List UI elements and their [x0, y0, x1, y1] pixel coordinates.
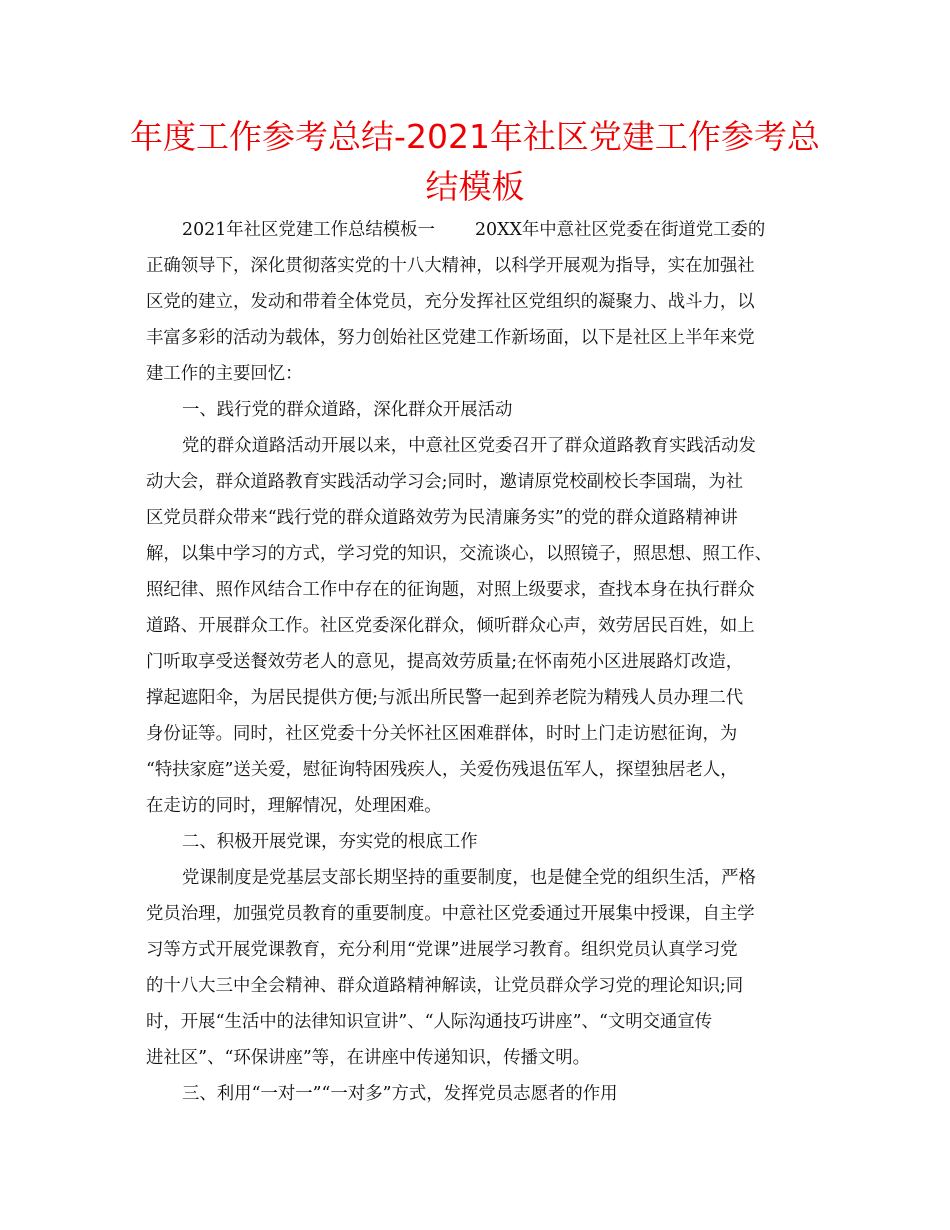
- body-line: “特扶家庭”送关爱，慰征询特困残疾人，关爱伤残退伍军人，探望独居老人，: [146, 760, 738, 780]
- body-line: 的十八大三中全会精神、群众道路精神解读，让党员群众学习党的理论知识;同: [146, 976, 744, 996]
- intro-part-2: 20XX年中意社区党委在街道党工委的: [474, 220, 766, 240]
- section-heading-3: 三、利用“一对一”“一对多”方式，发挥党员志愿者的作用: [182, 1084, 618, 1104]
- body-line: 党员治理，加强党员教育的重要制度。中意社区党委通过开展集中授课，自主学: [146, 904, 755, 924]
- body-line: 在走访的同时，理解情况，处理困难。: [146, 796, 442, 816]
- body-line: 进社区”、“环保讲座”等，在讲座中传递知识，传播文明。: [146, 1048, 591, 1068]
- body-line: 解，以集中学习的方式，学习党的知识，交流谈心，以照镜子，照思想、照工作、: [146, 544, 773, 564]
- body-line: 门听取享受送餐效劳老人的意见，提高效劳质量;在怀南苑小区进展路灯改造，: [146, 652, 744, 672]
- body-line: 动大会，群众道路教育实践活动学习会;同时，邀请原党校副校长李国瑞，为社: [146, 472, 744, 492]
- document-title: [120, 112, 830, 212]
- body-line: 身份证等。同时，社区党委十分关怀社区困难群体，时时上门走访慰征询，为: [146, 724, 738, 744]
- body-line: 区党的建立，发动和带着全体党员，充分发挥社区党组织的凝聚力、战斗力，以: [146, 292, 755, 312]
- body-line: 党课制度是党基层支部长期坚持的重要制度，也是健全党的组织生活，严格: [182, 868, 756, 888]
- body-line: 撑起遮阳伞，为居民提供方便;与派出所民警一起到养老院为精残人员办理二代: [146, 688, 744, 708]
- intro-part-1: 2021年社区党建工作总结模板一: [182, 220, 435, 240]
- document-body: [146, 212, 806, 1112]
- body-line: 正确领导下，深化贯彻落实党的十八大精神，以科学开展观为指导，实在加强社: [146, 256, 755, 276]
- body-line: 照纪律、照作风结合工作中存在的征询题，对照上级要求，查找本身在执行群众: [146, 580, 755, 600]
- body-line: 习等方式开展党课教育，充分利用“党课”进展学习教育。组织党员认真学习党: [146, 940, 738, 960]
- body-line: 建工作的主要回忆：: [146, 364, 303, 384]
- body-line: 丰富多彩的活动为载体，努力创始社区党建工作新场面，以下是社区上半年来党: [146, 328, 755, 348]
- body-line: 时，开展“生活中的法律知识宣讲”、“人际沟通技巧讲座”、“文明交通宣传: [146, 1012, 713, 1032]
- body-line: 党的群众道路活动开展以来，中意社区党委召开了群众道路教育实践活动发: [182, 436, 756, 456]
- section-heading-2: 二、积极开展党课，夯实党的根底工作: [182, 832, 478, 852]
- body-line: 区党员群众带来“践行党的群众道路效劳为民清廉务实”的党的群众道路精神讲: [146, 508, 738, 528]
- section-heading-1: 一、践行党的群众道路，深化群众开展活动: [182, 400, 513, 420]
- intro-line: [146, 212, 806, 248]
- title-line-1: 年度工作参考总结-2021年社区党建工作参考总: [130, 117, 820, 156]
- body-line: 道路、开展群众工作。社区党委深化群众，倾听群众心声，效劳居民百姓，如上: [146, 616, 755, 636]
- title-line-2: 结模板: [425, 167, 525, 206]
